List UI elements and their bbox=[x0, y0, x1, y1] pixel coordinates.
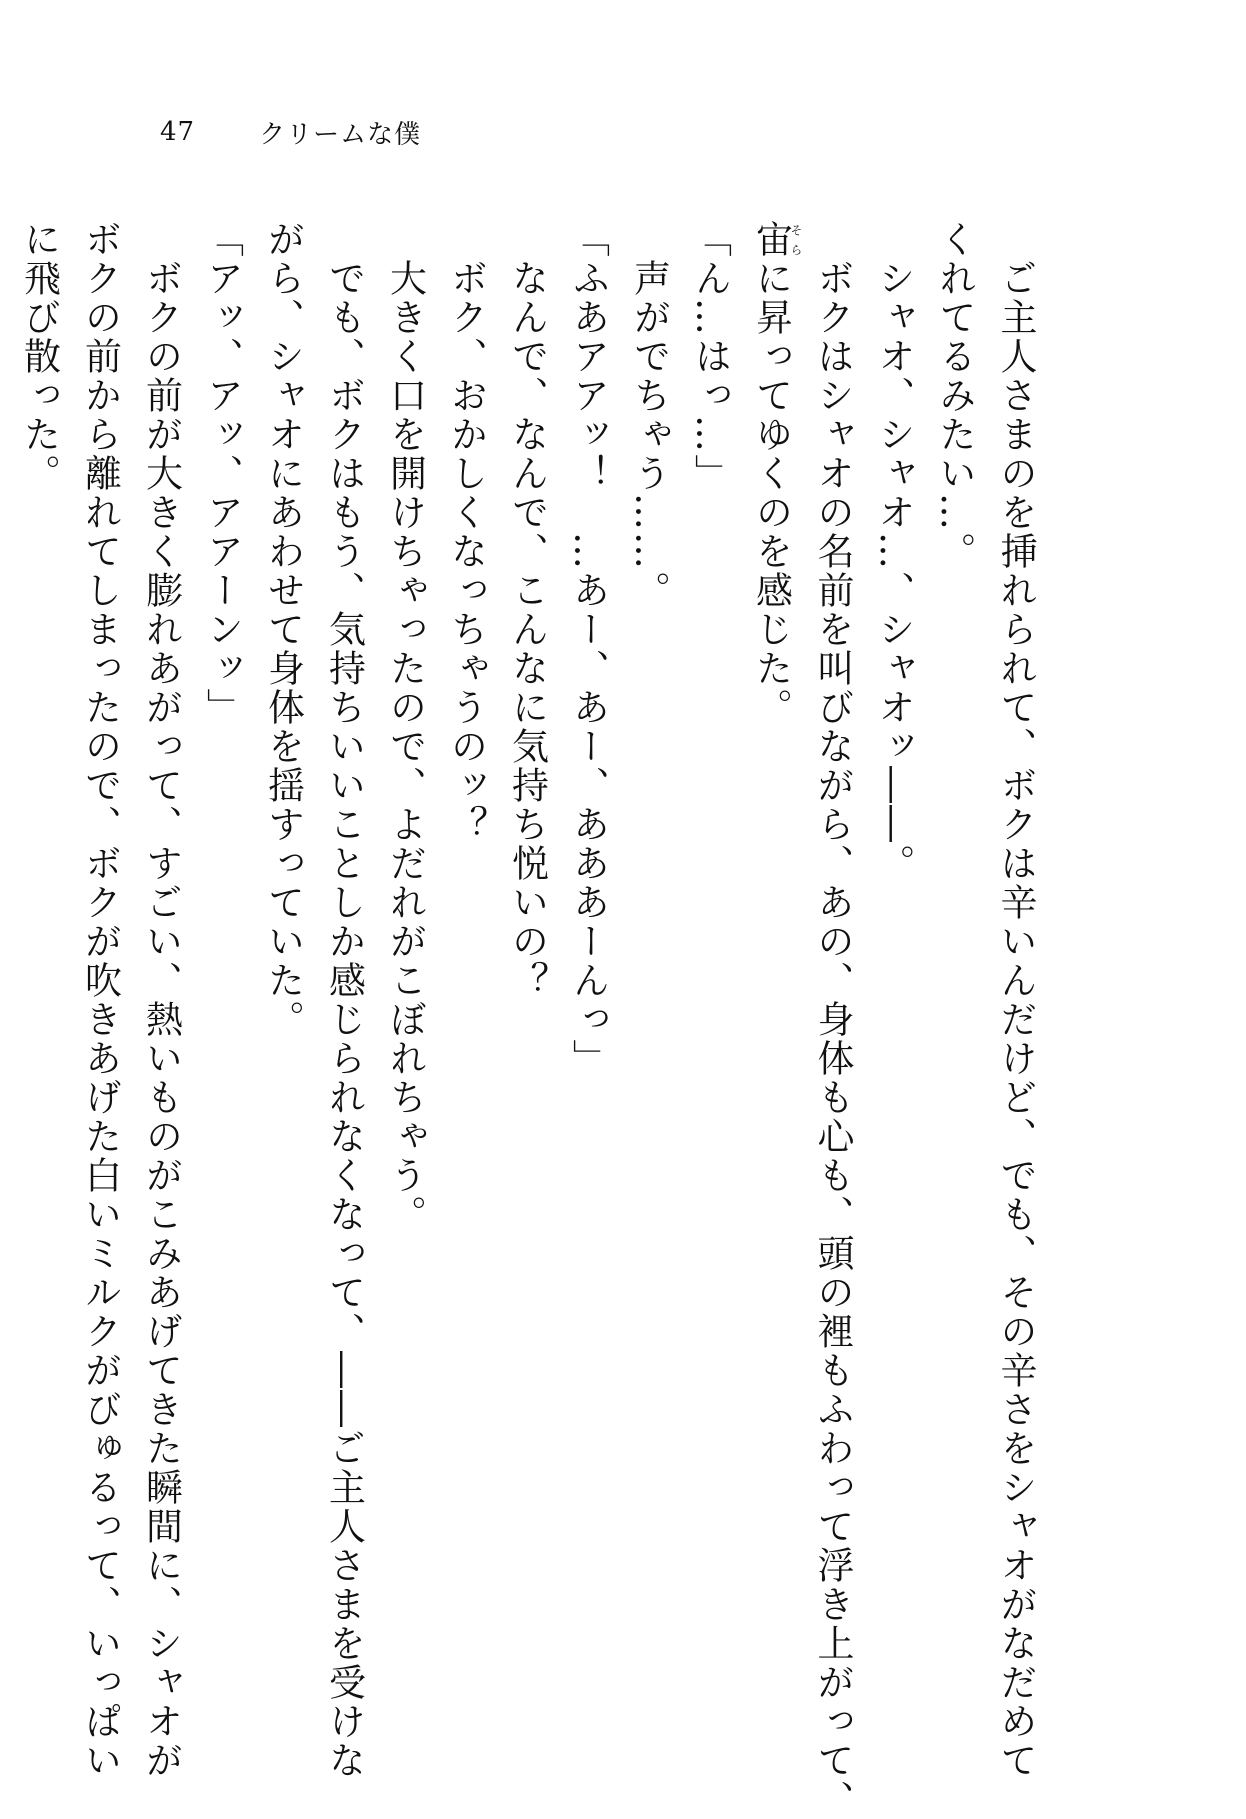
text-line: シャオ、シャオ…、シャオッ――。 bbox=[872, 220, 915, 883]
text-line: ボクの前から離れてしまったので、ボクが吹きあげた白いミルクがびゅるって、いっぱい bbox=[78, 220, 122, 1780]
text-line: 「アッ、アッ、アアーンッ」 bbox=[200, 220, 244, 727]
text-line: でも、ボクはもう、気持ちいいことしか感じられなくなって、――ご主人さまを受けな bbox=[322, 220, 366, 1780]
text-line: ボク、おかしくなっちゃうのッ？ bbox=[444, 220, 488, 844]
text-line: 「ふあアアッ！ …あー、あー、あああーんっ」 bbox=[566, 220, 610, 1078]
page-number: 47 bbox=[160, 117, 196, 147]
text-line: ボクの前が大きく膨れあがって、すごい、熱いものがこみあげてきた瞬間に、シャオが bbox=[139, 220, 183, 1780]
ruby-annotation bbox=[749, 220, 803, 259]
text-line-with-ruby bbox=[741, 220, 803, 1660]
text-line: 大きく口を開けちゃったので、よだれがこぼれちゃう。 bbox=[383, 220, 427, 1234]
text-line: くれてるみたい…。 bbox=[933, 220, 976, 571]
page-header bbox=[160, 112, 421, 152]
text-line: がら、シャオにあわせて身体を揺すっていた。 bbox=[261, 220, 305, 1039]
ruby-reading: そら bbox=[789, 220, 803, 259]
body-text bbox=[9, 220, 1047, 1819]
text-line: ご主人さまのを挿れられて、ボクは辛いんだけど、でも、その辛さをシャオがなだめて bbox=[994, 220, 1037, 1780]
text-line: 声がでちゃう……。 bbox=[627, 220, 671, 610]
text-line: ボクはシャオの名前を叫びながら、あの、身体も心も、頭の裡もふわって浮き上がって、 bbox=[811, 220, 854, 1819]
ruby-base: 宙 bbox=[749, 220, 793, 259]
text-line: 「ん…はっ…」 bbox=[688, 220, 732, 493]
text-line: なんで、なんで、こんなに気持ち悦いの？ bbox=[505, 220, 549, 1000]
text-line-rest: に昇ってゆくのを感じた。 bbox=[749, 259, 793, 727]
running-title: クリームな僕 bbox=[259, 119, 422, 150]
text-line: に飛び散った。 bbox=[17, 220, 61, 493]
